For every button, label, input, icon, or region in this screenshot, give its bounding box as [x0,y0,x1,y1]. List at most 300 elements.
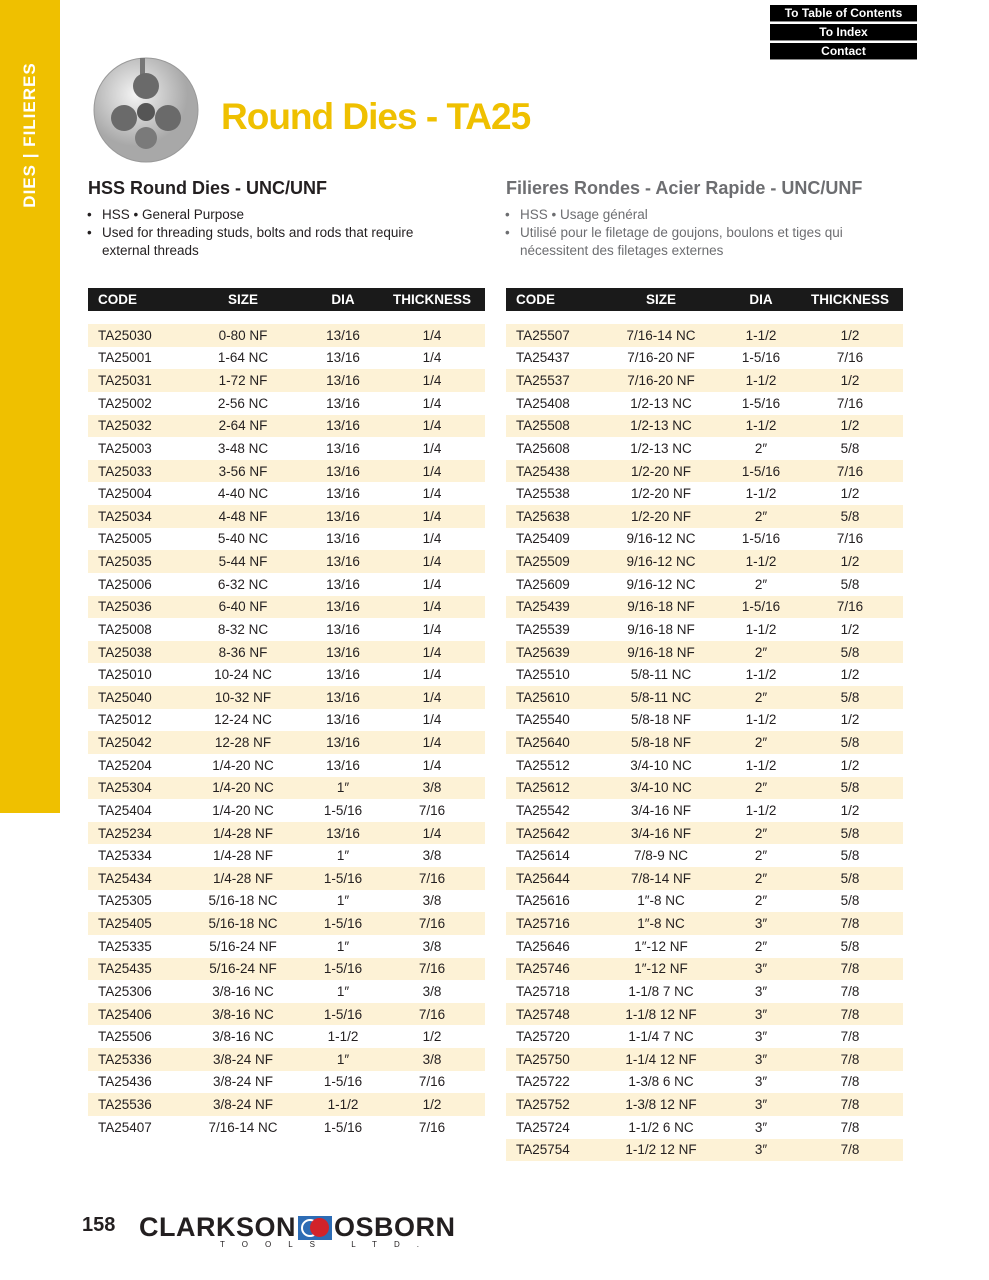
cell-size: 5-40 NC [217,531,269,547]
cell-code: TA25012 [98,712,152,728]
cell-dia: 2″ [754,825,768,841]
table-row [506,415,903,438]
section-label: DIES | FILIERES [20,62,39,208]
cell-size: 8-36 NF [218,644,268,660]
cell-size: 1-1/8 12 NF [625,1006,697,1022]
table-row [506,460,903,483]
cell-code: TA25334 [98,848,152,864]
cell-size: 7/8-9 NC [633,848,689,864]
cell-code: TA25407 [98,1119,152,1135]
cell-dia: 1-5/16 [323,802,363,818]
table-row [506,754,903,777]
table-body [88,324,485,1139]
cell-code: TA25409 [516,531,570,547]
cell-size: 5/16-24 NF [209,938,277,954]
cell-thickness: 5/8 [840,440,860,456]
table-row [506,958,903,981]
table-row [506,1048,903,1071]
table-row [88,686,485,709]
cell-size: 5/8-18 NF [630,735,692,751]
table-row [88,415,485,438]
cell-dia: 2″ [754,735,768,751]
table-row [88,1071,485,1094]
cell-thickness: 1/2 [840,554,860,570]
table-row [88,460,485,483]
cell-dia: 1-1/2 [745,418,777,434]
table-row [88,437,485,460]
cell-thickness: 3/8 [422,983,442,999]
cell-size: 1/4-20 NC [212,757,274,773]
cell-size: 1-1/2 6 NC [628,1119,694,1135]
cell-thickness: 5/8 [840,689,860,705]
table-row [506,437,903,460]
table-row [506,550,903,573]
cell-dia: 13/16 [326,667,360,683]
table-row [506,686,903,709]
cell-thickness: 7/16 [418,1006,446,1022]
cell-size: 3/4-16 NF [630,825,692,841]
cell-dia: 13/16 [326,712,360,728]
cell-thickness: 7/16 [418,1119,446,1135]
cell-thickness: 7/16 [418,961,446,977]
cell-code: TA25724 [516,1119,570,1135]
french-heading: Filieres Rondes - Acier Rapide - UNC/UNF [506,178,863,198]
english-heading: HSS Round Dies - UNC/UNF [88,178,328,198]
cell-size: 5/8-11 NC [630,667,692,683]
cell-code: TA25408 [516,395,570,411]
cell-size: 1-1/8 7 NC [628,983,694,999]
cell-size: 1-1/2 12 NF [625,1142,697,1158]
cell-thickness: 7/8 [840,1142,860,1158]
cell-code: TA25436 [98,1074,152,1090]
cell-code: TA25204 [98,757,152,773]
cell-thickness: 7/8 [840,1097,860,1113]
cell-size: 3/8-16 NC [212,1029,274,1045]
cell-code: TA25005 [98,531,152,547]
cell-code: TA25234 [98,825,152,841]
cell-thickness: 1/4 [422,712,442,728]
cell-dia: 2″ [754,689,768,705]
cell-size: 3/4-10 NC [630,757,692,773]
table-row [506,1025,903,1048]
nav-links [770,5,917,62]
cell-size: 7/16-20 NF [627,373,695,389]
cell-code: TA25540 [516,712,570,728]
cell-thickness: 7/8 [840,961,860,977]
table-row [88,980,485,1003]
cell-thickness: 7/16 [418,916,446,932]
cell-dia: 13/16 [326,621,360,637]
col-code: CODE [98,292,138,307]
cell-thickness: 3/8 [422,780,442,796]
cell-size: 5/16-18 NC [208,916,278,932]
table-row [88,505,485,528]
col-dia: DIA [749,292,773,307]
table-row [506,1003,903,1026]
cell-code: TA25718 [516,983,570,999]
cell-size: 1-72 NF [218,373,268,389]
cell-size: 4-48 NF [218,508,268,524]
table-row [506,347,903,370]
cell-thickness: 1/4 [422,667,442,683]
table-row [88,935,485,958]
col-code: CODE [516,292,556,307]
cell-dia: 2″ [754,893,768,909]
cell-thickness: 1/4 [422,599,442,615]
cell-thickness: 7/8 [840,1074,860,1090]
table-header [506,288,903,311]
cell-size: 1/4-20 NC [212,780,274,796]
cell-size: 3/8-24 NF [212,1074,274,1090]
cell-thickness: 3/8 [422,848,442,864]
cell-size: 7/16-14 NC [208,1119,278,1135]
cell-thickness: 1/2 [840,418,860,434]
cell-thickness: 7/16 [418,1074,446,1090]
cell-code: TA25004 [98,486,152,502]
cell-size: 10-24 NC [214,667,272,683]
cell-size: 1″-12 NF [634,938,688,954]
table-row [506,482,903,505]
cell-code: TA25509 [516,554,570,570]
cell-size: 3/4-10 NC [630,780,692,796]
cell-code: TA25034 [98,508,152,524]
contact-link[interactable]: Contact [770,43,917,60]
cell-code: TA25008 [98,621,152,637]
cell-code: TA25434 [98,870,152,886]
cell-code: TA25335 [98,938,152,954]
cell-thickness: 1/2 [840,802,860,818]
cell-code: TA25030 [98,327,152,343]
cell-code: TA25404 [98,802,152,818]
cell-thickness: 1/4 [422,418,442,434]
table-row [88,867,485,890]
cell-code: TA25638 [516,508,570,524]
cell-dia: 1″ [336,780,350,796]
table-row [88,596,485,619]
cell-thickness: 1/4 [422,735,442,751]
cell-dia: 3″ [754,1119,768,1135]
cell-dia: 1-1/2 [745,554,777,570]
cell-dia: 3″ [754,1074,768,1090]
cell-size: 5/8-18 NF [630,712,692,728]
cell-size: 12-28 NF [214,735,272,751]
cell-code: TA25752 [516,1097,570,1113]
cell-size: 12-24 NC [214,712,272,728]
cell-dia: 3″ [754,983,768,999]
cell-size: 1″-12 NF [634,961,688,977]
cell-code: TA25010 [98,667,152,683]
table-row [506,641,903,664]
cell-thickness: 1/4 [422,463,442,479]
cell-thickness: 1/2 [840,621,860,637]
cell-size: 1-3/8 6 NC [628,1074,694,1090]
cell-dia: 1-5/16 [741,350,781,366]
cell-code: TA25508 [516,418,570,434]
cell-dia: 13/16 [326,599,360,615]
cell-code: TA25336 [98,1051,152,1067]
cell-dia: 1-1/2 [745,621,777,637]
table-row [88,528,485,551]
cell-size: 1/2-20 NF [630,486,692,502]
cell-size: 4-40 NC [217,486,269,502]
cell-size: 8-32 NC [217,621,269,637]
cell-size: 1/4-28 NF [212,870,274,886]
cell-dia: 1-5/16 [741,531,781,547]
cell-code: TA25639 [516,644,570,660]
bullet: • HSS • General Purpose [87,206,427,224]
cell-dia: 13/16 [326,508,360,524]
cell-dia: 2″ [754,576,768,592]
cell-thickness: 7/8 [840,1051,860,1067]
cell-dia: 13/16 [326,554,360,570]
cell-size: 9/16-12 NC [626,576,696,592]
cell-dia: 2″ [754,440,768,456]
cell-thickness: 1/4 [422,621,442,637]
cell-size: 2-56 NC [217,395,269,411]
cell-dia: 2″ [754,780,768,796]
cell-dia: 1-1/2 [745,712,777,728]
cell-size: 1/2-20 NF [630,508,692,524]
table-row [506,731,903,754]
cell-code: TA25003 [98,440,152,456]
cell-dia: 3″ [754,1097,768,1113]
cell-dia: 13/16 [326,327,360,343]
cell-thickness: 1/4 [422,644,442,660]
table-row [88,709,485,732]
cell-dia: 1-5/16 [323,1074,363,1090]
index-link[interactable]: To Index [770,24,917,41]
cell-dia: 3″ [754,1051,768,1067]
table-row [88,1003,485,1026]
round-die-image [90,52,202,164]
cell-thickness: 1/4 [422,486,442,502]
cell-dia: 13/16 [326,689,360,705]
cell-dia: 1″ [336,893,350,909]
cell-thickness: 7/16 [836,599,864,615]
table-row [506,799,903,822]
cell-size: 10-32 NF [214,689,272,705]
cell-size: 1/4-28 NF [212,848,274,864]
cell-dia: 13/16 [326,531,360,547]
cell-dia: 1-1/2 [745,802,777,818]
brand-emblem-icon [298,1216,332,1240]
cell-code: TA25439 [516,599,570,615]
cell-thickness: 1/2 [840,327,860,343]
table-row [88,641,485,664]
cell-code: TA25646 [516,938,570,954]
cell-dia: 3″ [754,916,768,932]
cell-dia: 2″ [754,938,768,954]
cell-dia: 1-5/16 [323,870,363,886]
cell-dia: 13/16 [326,418,360,434]
cell-code: TA25031 [98,373,152,389]
cell-code: TA25722 [516,1074,570,1090]
cell-size: 7/16-14 NC [626,327,696,343]
cell-code: TA25716 [516,916,570,932]
cell-size: 1″-8 NC [637,893,685,909]
cell-dia: 13/16 [326,757,360,773]
cell-thickness: 1/4 [422,373,442,389]
cell-size: 3/8-24 NF [212,1097,274,1113]
cell-size: 5/16-18 NC [208,893,278,909]
table-row [88,844,485,867]
brand-left: CLARKSON [139,1212,296,1242]
table-of-contents-link[interactable]: To Table of Contents [770,5,917,22]
cell-dia: 1-5/16 [323,961,363,977]
col-thickness: THICKNESS [811,292,890,307]
cell-size: 1/2-13 NC [630,395,692,411]
cell-size: 1-1/4 12 NF [625,1051,697,1067]
table-row [506,618,903,641]
table-row [506,890,903,913]
cell-dia: 3″ [754,1142,768,1158]
dies-table-right [506,288,903,1161]
cell-code: TA25746 [516,961,570,977]
cell-thickness: 5/8 [840,735,860,751]
cell-code: TA25720 [516,1029,570,1045]
cell-dia: 1-5/16 [741,395,781,411]
table-row [506,573,903,596]
cell-dia: 1″ [336,938,350,954]
cell-dia: 13/16 [326,825,360,841]
cell-thickness: 7/16 [836,531,864,547]
table-row [506,1139,903,1162]
table-row [506,1116,903,1139]
table-row [506,369,903,392]
cell-thickness: 7/16 [836,463,864,479]
cell-size: 9/16-12 NC [626,531,696,547]
cell-dia: 13/16 [326,576,360,592]
table-row [88,912,485,935]
cell-dia: 1-1/2 [745,757,777,773]
cell-code: TA25538 [516,486,570,502]
cell-size: 3/8-16 NC [212,1006,274,1022]
cell-thickness: 1/4 [422,689,442,705]
cell-code: TA25537 [516,373,570,389]
cell-size: 3/8-16 NC [212,983,274,999]
cell-code: TA25405 [98,916,152,932]
cell-dia: 13/16 [326,395,360,411]
cell-code: TA25507 [516,327,570,343]
cell-dia: 2″ [754,508,768,524]
table-row [88,618,485,641]
cell-dia: 13/16 [326,440,360,456]
cell-size: 3/4-16 NF [630,802,692,818]
cell-thickness: 7/16 [418,802,446,818]
cell-dia: 13/16 [326,735,360,751]
cell-thickness: 1/4 [422,508,442,524]
bullet: • Used for threading studs, bolts and rods that require external threads [87,224,427,260]
cell-code: TA25510 [516,667,570,683]
brand-subtitle: TOOLS LTD. [220,1240,436,1249]
page-number: 158 [82,1214,116,1236]
cell-size: 6-32 NC [217,576,269,592]
cell-code: TA25616 [516,893,570,909]
cell-code: TA25038 [98,644,152,660]
cell-code: TA25539 [516,621,570,637]
cell-code: TA25614 [516,848,570,864]
french-bullets [505,206,855,260]
cell-code: TA25002 [98,395,152,411]
cell-size: 1″-8 NC [637,916,685,932]
cell-code: TA25437 [516,350,570,366]
cell-size: 1/2-20 NF [630,463,692,479]
table-row [88,822,485,845]
cell-thickness: 5/8 [840,893,860,909]
cell-dia: 2″ [754,848,768,864]
table-row [88,777,485,800]
cell-code: TA25536 [98,1097,152,1113]
table-row [506,867,903,890]
cell-thickness: 1/4 [422,576,442,592]
cell-thickness: 3/8 [422,1051,442,1067]
bullet: • Utilisé pour le filetage de goujons, boulons et tiges qui nécessitent des filetages externes [505,224,855,260]
table-row [506,822,903,845]
table-row [88,1048,485,1071]
cell-thickness: 1/4 [422,395,442,411]
table-row [88,482,485,505]
cell-code: TA25006 [98,576,152,592]
cell-size: 1/4-28 NF [212,825,274,841]
cell-thickness: 7/16 [836,350,864,366]
table-row [88,731,485,754]
cell-code: TA25032 [98,418,152,434]
cell-dia: 3″ [754,1029,768,1045]
cell-thickness: 5/8 [840,870,860,886]
table-row [88,550,485,573]
cell-size: 2-64 NF [218,418,268,434]
cell-dia: 1-5/16 [323,1006,363,1022]
cell-size: 1-3/8 12 NF [625,1097,697,1113]
cell-thickness: 3/8 [422,938,442,954]
table-row [506,505,903,528]
cell-size: 1/4-20 NC [212,802,274,818]
cell-dia: 2″ [754,870,768,886]
table-row [88,799,485,822]
cell-dia: 1-1/2 [745,373,777,389]
table-row [506,596,903,619]
cell-dia: 13/16 [326,350,360,366]
cell-thickness: 1/4 [422,554,442,570]
cell-thickness: 1/2 [840,757,860,773]
cell-code: TA25001 [98,350,152,366]
cell-dia: 1-1/2 [745,327,777,343]
cell-dia: 1-5/16 [323,916,363,932]
cell-thickness: 1/2 [840,373,860,389]
cell-dia: 1-1/2 [327,1097,359,1113]
cell-thickness: 5/8 [840,508,860,524]
cell-dia: 1″ [336,848,350,864]
col-dia: DIA [331,292,355,307]
table-row [506,935,903,958]
cell-size: 3-48 NC [217,440,269,456]
bullet: • HSS • Usage général [505,206,855,224]
table-row [88,663,485,686]
cell-thickness: 5/8 [840,644,860,660]
cell-code: TA25406 [98,1006,152,1022]
table-row [506,663,903,686]
cell-code: TA25609 [516,576,570,592]
cell-thickness: 1/2 [422,1029,442,1045]
cell-thickness: 1/2 [422,1097,442,1113]
table-row [88,573,485,596]
cell-size: 5/16-24 NF [209,961,277,977]
cell-size: 1/2-13 NC [630,440,692,456]
cell-dia: 1-5/16 [741,599,781,615]
cell-thickness: 7/16 [836,395,864,411]
cell-code: TA25435 [98,961,152,977]
cell-thickness: 1/4 [422,757,442,773]
